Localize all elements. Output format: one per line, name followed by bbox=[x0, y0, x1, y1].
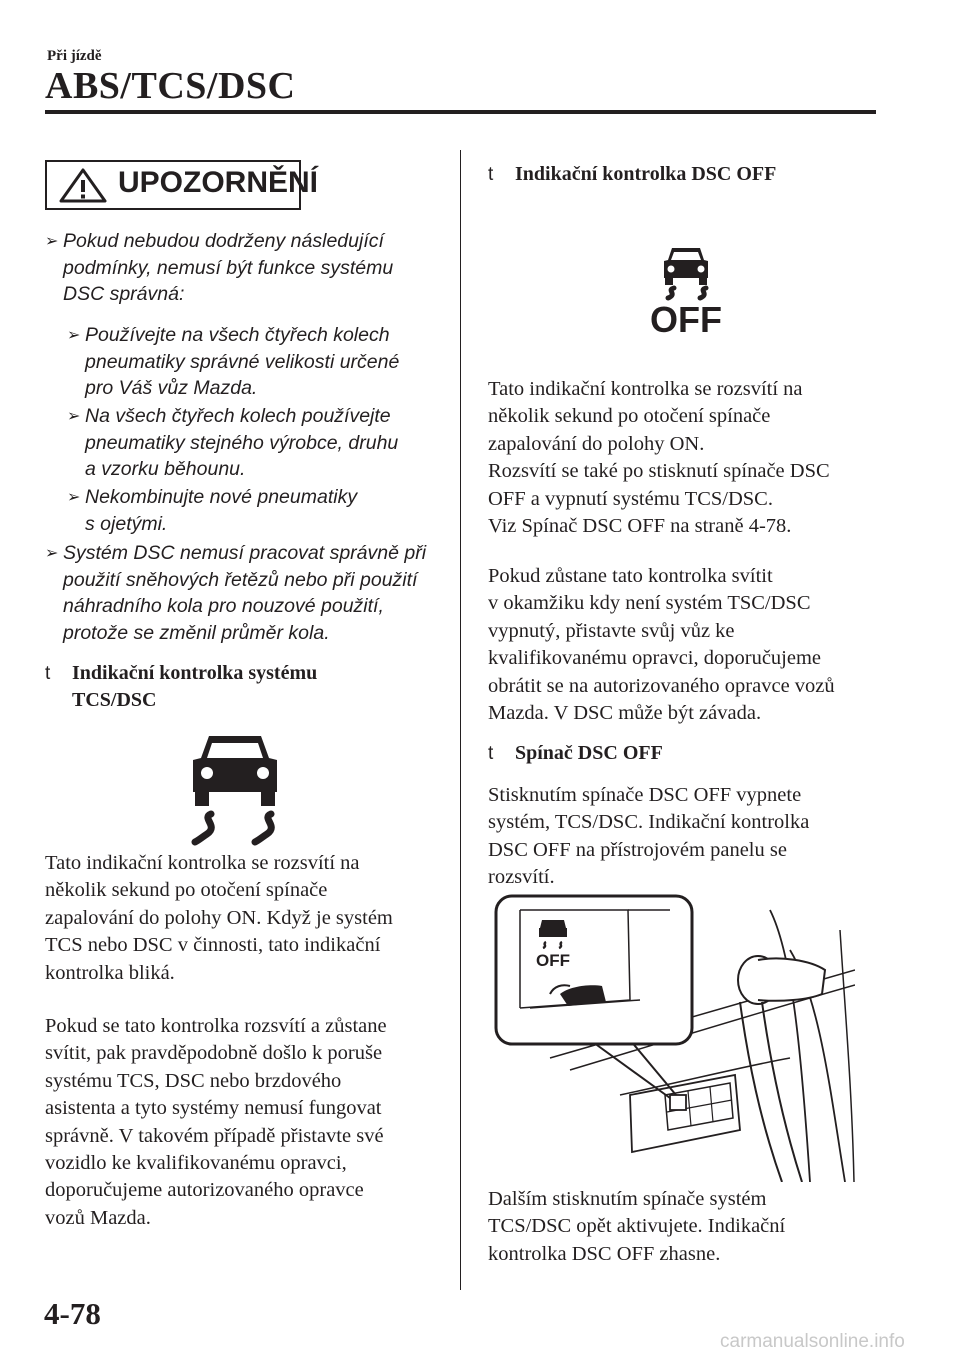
bullet-arrow-icon: ➢ bbox=[67, 489, 81, 506]
dsc-off-indicator-icon bbox=[636, 244, 736, 336]
text-line: několik sekund po otočení spínače bbox=[488, 405, 771, 428]
text-line: Stisknutím spínače DSC OFF vypnete bbox=[488, 784, 802, 806]
text-line: DSC OFF na přístrojovém panelu se bbox=[488, 838, 787, 861]
text-line: Rozsvítí se také po stisknutí spínače DSC bbox=[488, 460, 830, 483]
column-divider bbox=[460, 150, 461, 1290]
warning-triangle-icon bbox=[58, 168, 108, 204]
text-line: pneumatiky stejného výrobce, druhu bbox=[85, 431, 399, 454]
text-line: vozidlo ke kvalifikovanému opravci, bbox=[45, 1152, 347, 1175]
warning-sub-item bbox=[67, 403, 457, 483]
dsc-off-switch-illustration bbox=[490, 890, 855, 1182]
bullet-arrow-icon: ➢ bbox=[67, 408, 81, 425]
page-number: 4-78 bbox=[44, 1296, 101, 1331]
warning-sub-item bbox=[67, 322, 457, 402]
warning-label: UPOZORNĚNÍ bbox=[118, 166, 319, 199]
text-line: použití sněhových řetězů nebo při použití bbox=[63, 568, 418, 591]
text-line: několik sekund po otočení spínače bbox=[45, 879, 328, 902]
section-label: Při jízdě bbox=[47, 48, 102, 64]
text-line: Pokud nebudou dodrženy následující bbox=[63, 230, 384, 252]
text-line: kvalifikovanému opravci, doporučujeme bbox=[488, 647, 822, 670]
bullet-arrow-icon: ➢ bbox=[45, 233, 59, 250]
text-line: Nekombinujte nové pneumatiky bbox=[85, 486, 358, 508]
text-line: rozsvítí. bbox=[488, 866, 555, 889]
text-line: Dalším stisknutím spínače systém bbox=[488, 1188, 767, 1210]
dsc-off-paragraph-2 bbox=[488, 563, 888, 727]
dsc-off-paragraph-1 bbox=[488, 376, 888, 540]
warning-item bbox=[45, 228, 455, 308]
heading-line: TCS/DSC bbox=[72, 689, 157, 711]
section-heading bbox=[45, 660, 455, 714]
text-line: OFF a vypnutí systému TCS/DSC. bbox=[488, 487, 773, 510]
text-line: DSC správná: bbox=[63, 283, 185, 305]
watermark: carmanualsonline.info bbox=[720, 1331, 905, 1352]
text-line: TCS nebo DSC v činnosti, tato indikační bbox=[45, 934, 381, 957]
bullet-arrow-icon: ➢ bbox=[67, 327, 81, 344]
text-line: svítit, pak pravděpodobně došlo k poruše bbox=[45, 1042, 383, 1065]
text-line: asistenta a tyto systémy nemusí fungovat bbox=[45, 1097, 382, 1120]
header-rule bbox=[45, 110, 876, 114]
switch-paragraph-2 bbox=[488, 1186, 888, 1268]
text-line: podmínky, nemusí být funkce systému bbox=[63, 256, 394, 279]
bullet-arrow-icon: ➢ bbox=[45, 545, 59, 562]
switch-off-label: OFF bbox=[536, 951, 570, 970]
text-line: Tato indikační kontrolka se rozsvítí na bbox=[488, 378, 803, 400]
section-marker: t bbox=[45, 663, 51, 684]
text-line: obrátit se na autorizovaného opravce vozů bbox=[488, 674, 835, 697]
tcs-paragraph-1 bbox=[45, 850, 457, 987]
text-line: Systém DSC nemusí pracovat správně při bbox=[63, 542, 427, 564]
text-line: pro Váš vůz Mazda. bbox=[85, 377, 258, 399]
text-line: kontrolka DSC OFF zhasne. bbox=[488, 1242, 721, 1265]
section-heading bbox=[488, 161, 888, 188]
text-line: Mazda. V DSC může být závada. bbox=[488, 702, 762, 725]
text-line: Viz Spínač DSC OFF na straně 4-78. bbox=[488, 515, 792, 538]
text-line: systém, TCS/DSC. Indikační kontrolka bbox=[488, 811, 810, 834]
text-line: TCS/DSC opět aktivujete. Indikační bbox=[488, 1215, 786, 1238]
text-line: Používejte na všech čtyřech kolech bbox=[85, 324, 390, 346]
text-line: Tato indikační kontrolka se rozsvítí na bbox=[45, 852, 360, 874]
tcs-dsc-indicator-icon bbox=[185, 728, 285, 846]
warning-sub-item bbox=[67, 484, 457, 537]
text-line: pneumatiky správné velikosti určené bbox=[85, 350, 400, 373]
text-line: doporučujeme autorizovaného opravce bbox=[45, 1179, 364, 1202]
section-marker: t bbox=[488, 743, 494, 764]
text-line: a vzorku běhounu. bbox=[85, 458, 246, 480]
warning-item bbox=[45, 540, 457, 646]
text-line: vypnutý, přistavte svůj vůz ke bbox=[488, 619, 735, 642]
heading-line: Indikační kontrolka systému bbox=[72, 662, 318, 684]
page-title: ABS/TCS/DSC bbox=[45, 65, 296, 107]
off-label: OFF bbox=[650, 299, 722, 336]
heading-line: Spínač DSC OFF bbox=[515, 742, 663, 764]
text-line: vozů Mazda. bbox=[45, 1206, 151, 1229]
heading-line: Indikační kontrolka DSC OFF bbox=[515, 163, 777, 185]
text-line: s ojetými. bbox=[85, 512, 168, 535]
text-line: Na všech čtyřech kolech používejte bbox=[85, 405, 391, 427]
text-line: systému TCS, DSC nebo brzdového bbox=[45, 1069, 342, 1092]
tcs-paragraph-2 bbox=[45, 1013, 457, 1232]
text-line: kontrolka bliká. bbox=[45, 961, 175, 984]
switch-paragraph-1 bbox=[488, 782, 888, 892]
text-line: protože se změnil průměr kola. bbox=[63, 621, 330, 644]
text-line: náhradního kola pro nouzové použití, bbox=[63, 595, 384, 617]
section-heading bbox=[488, 740, 888, 767]
text-line: Pokud zůstane tato kontrolka svítit bbox=[488, 565, 773, 587]
text-line: v okamžiku kdy není systém TSC/DSC bbox=[488, 592, 811, 615]
section-marker: t bbox=[488, 164, 494, 185]
text-line: Pokud se tato kontrolka rozsvítí a zůstane bbox=[45, 1015, 387, 1037]
text-line: správně. V takovém případě přistavte své bbox=[45, 1124, 384, 1147]
text-line: zapalování do polohy ON. Když je systém bbox=[45, 906, 393, 929]
text-line: zapalování do polohy ON. bbox=[488, 432, 705, 455]
